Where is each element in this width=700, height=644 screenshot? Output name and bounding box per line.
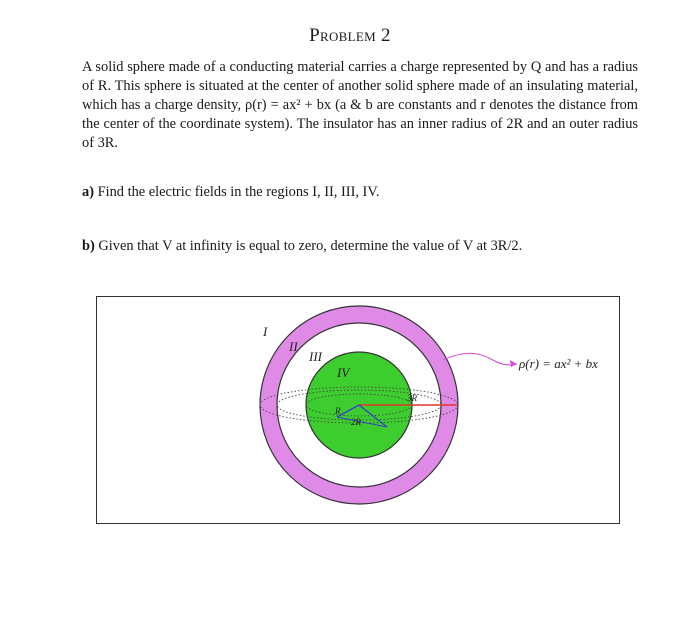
radius-label-3r: 3R [407,393,417,403]
radius-label-2r: 2R [351,417,361,427]
question-a-label: a) [82,184,94,200]
region-label-ii: II [289,339,298,354]
density-arrow [443,353,517,365]
question-b-label: b) [82,238,95,254]
sphere-figure [96,296,620,524]
problem-description: A solid sphere made of a conducting material carries a charge represented by Q and has a radius of R. This sphere is situated at the center of another solid sphere made of an insulating material, which has a charge density, ρ(r) = ax² + bx (a & b are constants and r denotes the distance from the center of the coordinate system). The insulator has an inner radius of 2R and an outer radius of 3R. [82,59,638,151]
radius-label-r: R [335,406,341,416]
page-title: Problem 2 [309,25,391,46]
density-arrowhead [510,360,517,367]
region-label-i: I [263,324,268,339]
question-b-text: Given that V at infinity is equal to zero, determine the value of V at 3R/2. [98,238,523,254]
region-label-iii: III [309,349,322,364]
question-a-text: Find the electric fields in the regions I, II, III, IV. [97,184,380,200]
density-label: ρ(r) = ax² + bx [519,356,598,371]
sphere-diagram [97,297,621,525]
question-b [82,238,522,255]
question-a [82,184,379,201]
region-label-iv: IV [337,365,350,380]
